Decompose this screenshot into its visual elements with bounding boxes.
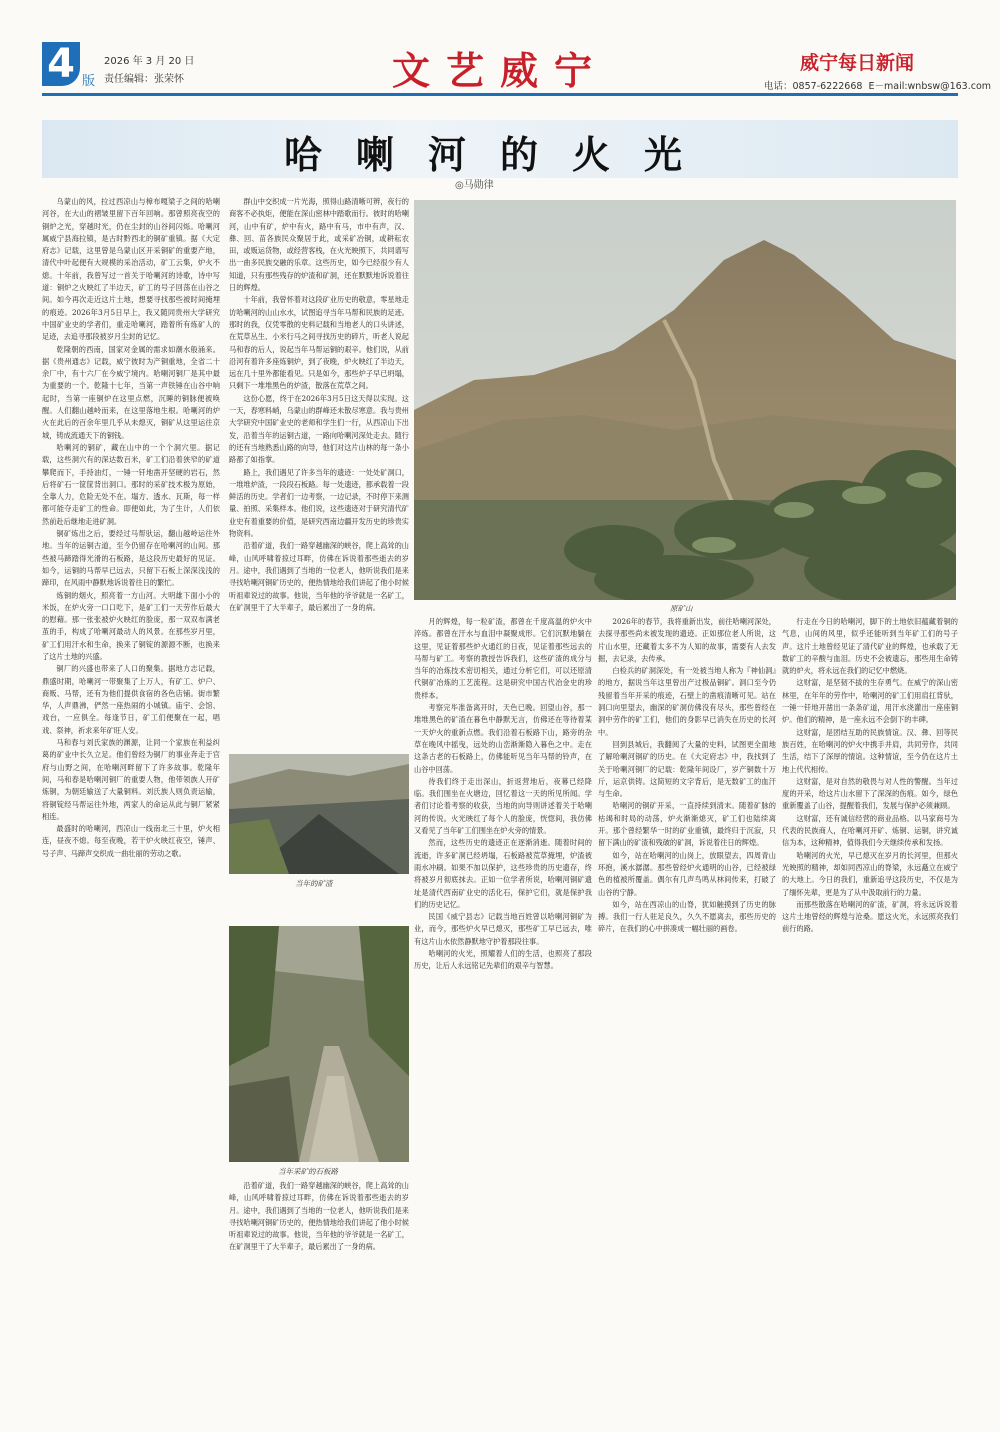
paragraph: 铜矿炼出之后，要经过马帮驮运，翻山越岭运往外地。当年的运铜古道，至今仍留存在哈喇河的山间。那些被马蹄踏得光滑的石板路，是这段历史最好的见证。如今，运铜的马帮早已远去，只留下石板上深深浅浅的蹄印，在风雨中静默地诉说着往日的繁忙。 <box>42 529 220 588</box>
paragraph: 回到县城后，我翻阅了大量的史料，试图更全面地了解哈喇河铜矿的历史。在《大定府志》中，我找到了关于哈喇河铜厂的记载：乾隆年间设厂，岁产铜数十万斤，运京供铸。这简短的文字背后，是无数矿工的血汗与生命。 <box>598 739 776 799</box>
paragraph: 铜厂的兴盛也带来了人口的聚集。据地方志记载，鼎盛时期，哈喇河一带聚集了上万人，有矿工、炉户、商贩、马帮，还有为他们提供食宿的各色店铺。街市繁华，人声鼎沸，俨然一座热闹的小城镇。庙宇、会馆、戏台，一应俱全。每逢节日，矿工们便聚在一起，唱戏、祭神，祈求来年矿旺人安。 <box>42 664 220 735</box>
paragraph: 群山中交织成一片光海，照得山路清晰可辨，夜行的商客不必执炬，便能在深山密林中踏歌而行。彼时的哈喇河，山中有矿，炉中有火，路中有马，市中有声，汉、彝、回、苗各族民众聚居于此，或采矿冶铜，或耕耘农田，或贩运货物，或经营客栈，在火光映照下，共同谱写出一曲多民族交融的乐章。这些历史，如今已经很少有人知道，只有那些残存的炉渣和矿洞，还在默默地诉说着往日的辉煌。 <box>229 197 409 293</box>
paragraph: 如今，站在哈喇河的山岗上，放眼望去，四周青山环抱，溪水潺潺。那些曾经炉火通明的山谷，已经被绿色的植被所覆盖。偶尔有几声鸟鸣从林间传来，打破了山谷的宁静。 <box>598 850 776 897</box>
paragraph: 这财富，还有诚信经营的商业品格。以马家商号为代表的民族商人，在哈喇河开矿、炼铜、运铜，讲究诚信为本，这种精神，值得我们今天继续传承和发扬。 <box>782 813 958 848</box>
paragraph: 这财富，是坚韧不拔的生存勇气。在威宁的深山密林里，在年年的劳作中，哈喇河的矿工们用肩扛背驮，一锤一钎地开凿出一条条矿道，用汗水浇灌出一座座铜炉。他们的精神，是一座永远不会倒下的丰碑。 <box>782 678 958 725</box>
slag-photo-svg <box>229 754 409 874</box>
paragraph: 沿着矿道，我们一路穿越幽深的峡谷，爬上高耸的山峰，山风呼啸着掠过耳畔，仿佛在诉说着那些逝去的岁月。途中，我们遇到了当地的一位老人，他听说我们是来寻找哈喇河铜矿历史的，便热情地给我们讲起了他小时候听祖辈说过的故事。他说，当年他的爷爷就是一名矿工，在矿洞里干了大半辈子，最后累出了一身的病。 <box>229 1181 409 1252</box>
paragraph: 这财富，是团结互助的民族情谊。汉、彝、回等民族百姓，在哈喇河的炉火中携手并肩，共同劳作，共同生活，结下了深厚的情谊。这种情谊，至今仍在这片土地上代代相传。 <box>782 727 958 774</box>
main-photo-mountain <box>414 200 956 600</box>
paragraph: 沿着矿道，我们一路穿越幽深的峡谷，爬上高耸的山峰，山风呼啸着掠过耳畔，仿佛在诉说着那些逝去的岁月。途中，我们遇到了当地的一位老人，他听说我们是来寻找哈喇河铜矿历史的，便热情地给我们讲起了他小时候听祖辈说过的故事。他说，当年他的爷爷就是一名矿工，在矿洞里干了大半辈子，最后累出了一身的病。 <box>229 541 409 612</box>
text-column-1 <box>42 196 220 1408</box>
phone-number: 0857-6222668 <box>792 81 863 92</box>
stone-road-photo-svg <box>229 926 409 1162</box>
text-column-5 <box>782 616 958 1408</box>
paragraph: 月的辉煌，每一粒矿渣，都曾在千度高温的炉火中淬炼。都曾在汗水与血泪中凝聚成形。它们沉默地躺在这里，见证着那些炉火通红的日夜，见证着那些远去的马帮与矿工。考察的教授告诉我们，这些矿渣的成分与当年的冶炼技术密切相关，通过分析它们，可以还原清代铜矿冶炼的工艺流程。这是研究中国古代冶金史的珍贵样本。 <box>414 617 592 700</box>
paragraph: 行走在今日的哈喇河，脚下的土地依旧蕴藏着铜的气息，山间的风里，似乎还能听到当年矿工们的号子声。这片土地曾经见证了清代矿业的辉煌，也承载了无数矿工的辛酸与血泪。历史不会被遗忘，那些用生命铸就的炉火，将永远在我们的记忆中燃烧。 <box>782 617 958 676</box>
slag-photo-caption: 当年的矿渣 <box>295 879 333 888</box>
issue-date: 2026 年 3 月 20 日 <box>104 56 195 67</box>
contact-info <box>764 78 991 92</box>
main-photo-caption: 原矿山 <box>670 604 693 613</box>
paragraph: 十年前，我曾怀着对这段矿业历史的敬意，零星地走访哈喇河的山山水水，试图追寻当年马帮和民族的足迹。那时的我，仅凭零散的史料记载和当地老人的口头讲述，在荒草丛生、小米行马之间寻找历史的碎片，听老人说起马和春的后人，说起当年马帮运铜的艰辛。他们说，从前沿河有着许多座炼铜炉，到了夜晚，炉火映红了半边天，远在几十里外都能看见。只是如今，那些炉子早已坍塌，只剩下一堆堆黑色的炉渣，散落在荒草之间。 <box>229 295 409 391</box>
slag-photo <box>229 754 409 874</box>
paragraph: 哈喇河的火光，早已熄灭在岁月的长河里，但那火光映照的精神，却如同西凉山的脊梁，永远矗立在威宁的大地上。今日的我们，重新追寻这段历史，不仅是为了缅怀先辈，更是为了从中汲取前行的力量。 <box>782 850 958 897</box>
paragraph: 乾隆朝的西南，国家对金属的需求如潮水般涌来。据《贵州通志》记载，威宁彼时为产铜重地，全省二十余厂中，有十六厂在今威宁境内。哈喇河铜厂是其中最为重要的一个。乾隆十七年，当第一声铁锤在山谷中响起时，当第一座铜炉在这里点燃，沉睡的铜脉便被唤醒。人们翻山越岭而来，在这里落地生根。哈喇河的炉火在此后的百余年里几乎从未熄灭，铜矿从这里运往京城，铸成流通天下的铜钱。 <box>42 344 220 440</box>
paragraph: 这份心愿，终于在2026年3月5日这天得以实现。这一天，春寒料峭，乌蒙山的群峰还未散尽寒意。我与贵州大学研究中国矿业史的老师和学生们一行，从西凉山下出发，沿着当年的运铜古道，一路向哈喇河深处走去。随行的还有当地熟悉山路的向导，他们对这片山林的每一条小路都了如指掌。 <box>229 393 409 465</box>
paragraph: 哈喇河的铜矿，藏在山中的一个个洞穴里。据记载，这些洞穴有的深达数百米，矿工们沿着狭窄的矿道攀爬而下，手持油灯，一锤一钎地凿开坚硬的岩石，然后将矿石一筐筐背出洞口。那时的采矿技术极为原始，全靠人力，危险无处不在。塌方、透水、瓦斯，每一样都可能夺走矿工的性命。即便如此，为了生计，人们依然前赴后继地走进矿洞。 <box>42 442 220 526</box>
author-byline: ◎马勋律 <box>455 180 494 191</box>
email-address: E－mail:wnbsw@163.com <box>868 81 992 92</box>
paragraph: 这财富，是对自然的敬畏与对人性的警醒。当年过度的开采，给这片山水留下了深深的伤痕。如今，绿色重新覆盖了山谷，提醒着我们，发展与保护必须兼顾。 <box>782 776 958 811</box>
stone-road-photo-caption: 当年采矿的石板路 <box>278 1167 338 1176</box>
page-suffix: 版 <box>82 74 96 89</box>
paragraph: 马和春与刘氏家族的渊源，让同一个家族在利益纠葛的矿业中长久立足。他们曾经为铜厂的事业奔走于官府与山野之间，在哈喇河畔留下了许多故事。乾隆年间，马和春是哈喇河铜厂的重要人物，他带领族人开矿炼铜，为朝廷输送了大量铜料。刘氏族人则负责运输，将铜锭经马帮运往外地，两家人的命运从此与铜厂紧紧相连。 <box>42 738 220 821</box>
text-column-4 <box>598 616 776 1408</box>
stone-road-photo <box>229 926 409 1162</box>
text-column-2-bottom <box>229 1180 409 1408</box>
header-rule <box>42 93 958 96</box>
mountain-photo-svg <box>414 200 956 600</box>
paragraph: 而那些散落在哈喇河的矿渣，矿洞，将永远诉说着这片土地曾经的辉煌与沧桑。愿这火光，永远照亮我们前行的路。 <box>782 899 958 934</box>
paragraph: 考察完毕准备离开时，天色已晚。回望山谷，那一堆堆黑色的矿渣在暮色中静默无言，仿佛还在等待着某一天炉火的重新点燃。我们沿着石板路下山，路旁的杂草在晚风中摇曳，远处的山峦渐渐隐入暮色之中。走在这条古老的石板路上，仿佛能听见当年马帮的铃声，在山谷中回荡。 <box>414 703 592 774</box>
paragraph: 炼铜的烟火，照亮着一方山河。大明雄下面小小的米饭，在炉火旁一口口吃下，是矿工们一天劳作后最大的慰藉。那一张张被炉火映红的脸庞，那一双双布满老茧的手，构成了哈喇河最动人的风景。在那些岁月里，矿工们用汗水和生命，换来了铜锭的源源不断，也换来了这片土地的兴盛。 <box>42 590 220 661</box>
phone-label: 电话： <box>764 81 793 92</box>
section-title: 文艺威宁 <box>391 48 608 93</box>
paragraph: 然而，这些历史的遗迹正在逐渐消逝。随着时间的流逝，许多矿洞已经坍塌，石板路被荒草掩埋，炉渣被雨水冲刷。如果不加以保护，这些珍贵的历史遗存，终将被岁月彻底抹去。正如一位学者所说，哈喇河铜矿遗址是清代西南矿业史的活化石，保护它们，就是保护我们的历史记忆。 <box>414 838 592 909</box>
paragraph: 白检兵的矿洞深处，有一处被当地人称为『神仙洞』的地方，据说当年这里曾出产过极品铜矿。洞口至今仍残留着当年开采的痕迹，石壁上的凿痕清晰可见。站在洞口向里望去，幽深的矿洞仿佛没有尽头，那些曾经在洞中劳作的矿工们，他们的身影早已消失在历史的长河中。 <box>598 666 776 737</box>
article-title: 哈喇河的火光 <box>283 132 716 177</box>
paragraph: 2026年的春节，我将重新出发，前往哈喇河深处，去探寻那些尚未被发现的遗迹。正如那位老人所说，这片山水里，还藏着太多不为人知的故事，需要有人去发掘，去记录，去传承。 <box>598 617 776 663</box>
text-column-2 <box>229 196 409 742</box>
paragraph: 哈喇河的火光，照耀着人们的生活，也照亮了那段历史，让后人永远铭记先辈们的艰辛与智慧。 <box>414 949 592 971</box>
editor-credit: 责任编辑：张荣怀 <box>104 74 184 85</box>
paragraph: 路上，我们遇见了许多当年的遗迹：一处处矿洞口，一堆堆炉渣，一段段石板路。每一处遗迹，都承载着一段鲜活的历史。学者们一边考察，一边记录，不时停下来测量、拍照、采集样本。他们说，这些遗迹对于研究清代矿业史有着重要的价值，是研究西南边疆开发历史的珍贵实物资料。 <box>229 467 409 539</box>
paper-name: 威宁每日新闻 <box>800 52 915 74</box>
paragraph: 民国《威宁县志》记载当地百姓曾以哈喇河铜矿为业，而今，那些炉火早已熄灭，那些矿工早已远去，唯有这片山水依然静默地守护着那段往事。 <box>414 912 592 946</box>
paragraph: 乌蒙山的风，拉过西凉山与樟布嘎梁子之间的哈喇河谷，在大山的褶皱里留下百年回响。那曾照亮夜空的铜炉之光，穿越时光，仍在尘封的山谷间闪烁。哈喇河属威宁县海拉镇，是古时黔西北的铜矿重镇。据《大定府志》记载，这里曾是乌蒙山区开采铜矿的重要产地，清代中叶起便有大规模的采冶活动，矿工云集，炉火不熄。十年前，我曾写过一首关于哈喇河的诗歌，诗中写道：铜炉之火映红了半边天，矿工的号子回荡在山谷之间。如今再次走近这片土地，想要寻找那些被时间掩埋的痕迹。2026年3月5日早上，我又随同贵州大学研究中国矿业史的学者们，重走哈喇河，踏着所有炼矿人的足迹，去追寻那段被岁月尘封的记忆。 <box>42 197 220 342</box>
page-number: 4 <box>42 42 80 86</box>
paragraph: 最盛时的哈喇河，西凉山一线南北三十里，炉火相连，昼夜不熄。每至夜晚，若干炉火映红夜空，锤声、号子声、马蹄声交织成一曲壮丽的劳动之歌。 <box>42 824 220 858</box>
paragraph: 哈喇河的铜矿开采，一直持续到清末。随着矿脉的枯竭和时局的动荡，炉火渐渐熄灭，矿工们也陆续离开。那个曾经繁华一时的矿业重镇，最终归于沉寂，只留下满山的矿渣和残破的矿洞，诉说着往日的辉煌。 <box>598 801 776 848</box>
paragraph: 如今，站在西凉山的山脊，犹如触摸到了历史的脉搏。我们一行人驻足良久，久久不愿离去，那些历史的碎片，在我们的心中拼凑成一幅壮丽的画卷。 <box>598 899 776 934</box>
text-column-3 <box>414 616 592 1408</box>
paragraph: 待我们终于走出深山，折返营地后，夜幕已经降临。我们围坐在火塘边，回忆着这一天的所见所闻。学者们讨论着考察的收获，当地的向导则讲述着关于哈喇河的传说。火光映红了每个人的脸庞，恍惚间，我仿佛又看见了当年矿工们围坐在炉火旁的情景。 <box>414 776 592 836</box>
